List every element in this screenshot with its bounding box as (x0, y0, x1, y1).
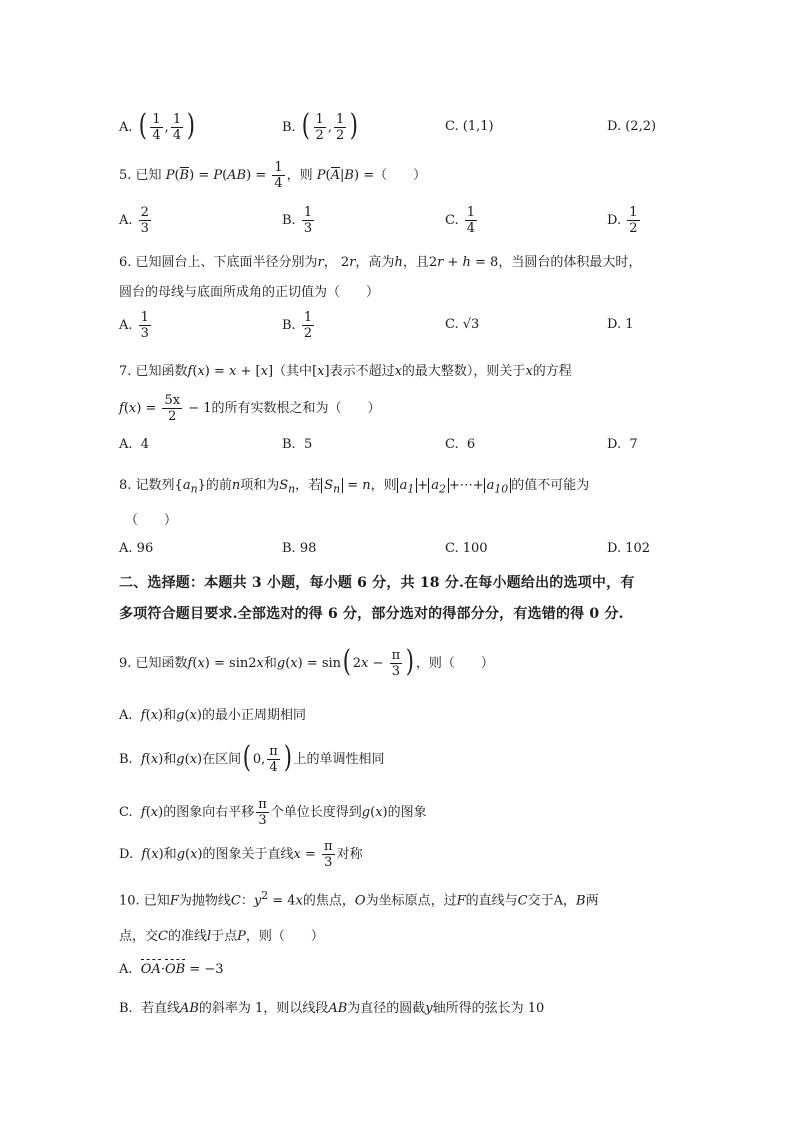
section-2-heading-line2: 多项符合题目要求.全部选对的得 6 分，部分选对的得部分分，有选错的得 0 分. (119, 606, 624, 622)
q4-option-b: B. ( $\frac{1}{2}$ , $\frac{1}{2}$ ) (282, 107, 359, 143)
q8-option-d: D. 102 (607, 541, 651, 556)
q6-option-c: C. √3 (445, 317, 480, 332)
q4-option-a: A. ( $\frac{1}{4}$ , $\frac{1}{4}$ ) (119, 107, 196, 143)
q10-stem-line2: 点，交C的准线l于点P，则（ ） (119, 929, 324, 944)
q6-option-d: D. 1 (607, 317, 634, 332)
q7-stem-line1: 7. 已知函数f(x) = x + [x]（其中[x]表示不超过x的最大整数），则关于x的方程 (119, 364, 572, 379)
section-2-heading-line1: 二、选择题：本题共 3 小题，每小题 6 分，共 18 分.在每小题给出的选项中，有 (119, 575, 635, 591)
q10-option-a: A. OA·OB = −3 (119, 962, 224, 977)
q9-stem: 9. 已知函数f(x) = sin2x和g(x) = sin( 2x − $\frac{\pi}{3}$ ) ，则（ ） (119, 643, 494, 679)
q6-option-a: A. $\frac{1}{3}$ (119, 310, 149, 341)
q6-stem-line2: 圆台的母线与底面所成角的正切值为（ ） (119, 285, 380, 300)
q5-stem: 5. 已知 P(B) = P(AB) = $\frac{1}{4}$ ，则 P(A|B) =（ ） (119, 160, 427, 191)
q7-option-a: A. 4 (119, 437, 150, 452)
q10-stem-line1: 10. 已知F为抛物线C：$y^2 = 4x$的焦点，O为坐标原点，过F的直线与C交于A，B两 (119, 889, 599, 909)
q8-stem-line1: 8. 记数列$\{a_n\}$的前n项和为$S_n$，若 $S_n = n$，则 $a_1 + a_2$ +⋯+ $a_{10}$ 的值不可能为 (119, 478, 590, 496)
q10-option-b: B. 若直线AB的斜率为 1，则以线段AB为直径的圆截y轴所得的弦长为 10 (119, 1001, 545, 1016)
q4-option-c: C. (1,1) (445, 119, 494, 134)
q7-stem-line2: f(x) = $\frac{5x}{2}$ − 1的所有实数根之和为（ ） (119, 393, 381, 424)
q6-stem-line1: 6. 已知圆台上、下底面半径分别为r， 2r，高为h，且2r + h = 8，当圆台的体积最大时， (119, 255, 642, 270)
q5-option-a: A. $\frac{2}{3}$ (119, 205, 149, 236)
q9-option-d: D. f(x)和g(x)的图象关于直线x = $\frac{\pi}{3}$ 对称 (119, 839, 363, 870)
q8-option-b: B. 98 (282, 541, 317, 556)
q5-option-b: B. $\frac{1}{3}$ (282, 205, 313, 236)
q8-option-c: C. 100 (445, 541, 488, 556)
q4-option-d: D. (2,2) (607, 119, 657, 134)
q5-option-c: C. $\frac{1}{4}$ (445, 205, 476, 236)
q8-stem-line2: （ ） (125, 513, 178, 528)
q9-option-c: C. f(x)的图象向右平移 $\frac{\pi}{3}$ 个单位长度得到g(x)的图象 (119, 797, 427, 828)
q7-option-d: D. 7 (607, 437, 638, 452)
q6-option-b: B. $\frac{1}{2}$ (282, 310, 313, 341)
q7-option-b: B. 5 (282, 437, 313, 452)
q8-option-a: A. 96 (119, 541, 154, 556)
q9-option-b: B. f(x)和g(x)在区间( 0, $\frac{\pi}{4}$ ) 上的单调性相同 (119, 739, 385, 775)
q9-option-a: A. f(x)和g(x)的最小正周期相同 (119, 708, 306, 723)
q7-option-c: C. 6 (445, 437, 476, 452)
q5-option-d: D. $\frac{1}{2}$ (607, 205, 638, 236)
